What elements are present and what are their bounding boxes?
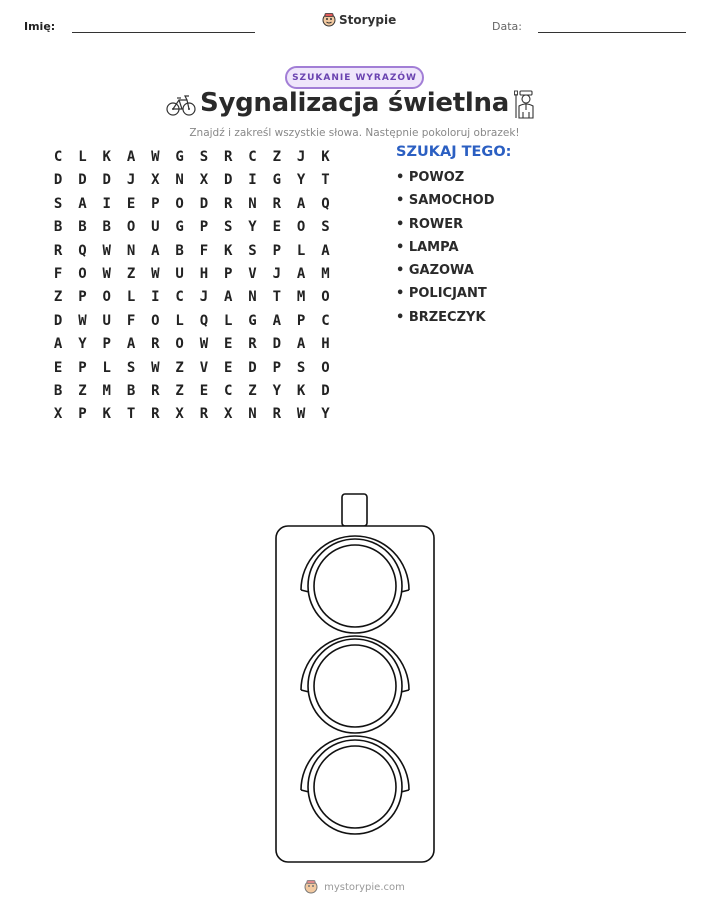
grid-letter[interactable]: S [248,242,257,259]
grid-letter[interactable]: Z [248,382,257,399]
grid-letter[interactable]: J [126,172,136,189]
grid-letter[interactable]: N [175,172,184,189]
grid-letter[interactable]: B [78,219,87,236]
grid-letter[interactable]: R [248,336,257,353]
grid-letter[interactable]: C [321,312,330,329]
grid-letter[interactable]: D [199,195,209,212]
traffic-light-pole-cap [342,494,367,526]
grid-letter[interactable]: C [175,289,184,306]
grid-letter[interactable]: O [175,336,184,353]
grid-letter[interactable]: L [296,242,306,259]
grid-letter[interactable]: M [321,265,330,282]
grid-letter[interactable]: G [175,219,184,236]
grid-letter[interactable]: O [102,289,111,306]
word-list-item: • SAMOCHOD [396,193,495,209]
grid-letter[interactable]: P [272,359,282,376]
grid-letter[interactable]: P [78,406,87,423]
grid-letter[interactable]: N [248,195,257,212]
grid-letter[interactable]: D [53,312,63,329]
category-badge: SZUKANIE WYRAZÓW [285,66,424,89]
word-list-title: SZUKAJ TEGO: [396,144,512,160]
grid-letter[interactable]: A [296,195,306,212]
grid-letter[interactable]: T [126,406,136,423]
word-list-item: • POWOZ [396,170,465,185]
grid-letter[interactable]: D [78,172,87,189]
grid-letter[interactable]: L [126,289,136,306]
grid-letter[interactable]: P [78,289,87,306]
grid-letter[interactable]: W [199,336,209,353]
grid-letter[interactable]: H [321,336,330,353]
grid-letter[interactable]: T [321,172,330,189]
grid-letter[interactable]: A [126,149,136,165]
grid-letter[interactable]: R [272,406,282,423]
brand-name: Storypie [339,13,397,27]
grid-letter[interactable]: R [151,336,160,353]
grid-letter[interactable]: B [102,219,111,236]
grid-letter[interactable]: G [272,172,282,189]
grid-letter[interactable]: Y [321,406,330,423]
grid-letter[interactable]: W [78,312,87,329]
grid-letter[interactable]: Q [321,195,330,212]
grid-letter[interactable]: D [272,336,282,353]
grid-letter[interactable]: B [53,219,63,236]
grid-letter[interactable]: I [151,289,160,306]
grid-letter[interactable]: K [102,149,111,165]
grid-letter[interactable]: Y [296,172,306,189]
grid-letter[interactable]: R [53,242,63,259]
grid-letter[interactable]: L [102,359,111,376]
grid-letter[interactable]: F [199,242,209,259]
grid-letter[interactable]: X [53,406,63,423]
grid-letter[interactable]: K [296,382,306,399]
grid-letter[interactable]: D [321,382,330,399]
grid-letter[interactable]: R [224,149,233,165]
word-list-item: • POLICJANT [396,286,487,302]
grid-letter[interactable]: C [224,382,233,399]
grid-letter[interactable]: R [272,195,282,212]
footer [0,880,709,894]
grid-letter[interactable]: I [248,172,257,189]
grid-letter[interactable]: F [53,265,63,282]
grid-letter[interactable]: J [272,265,282,282]
grid-letter[interactable]: S [321,219,330,236]
instructions: Znajdź i zakreśl wszystkie słowa. Następnie pokoloruj obrazek! [189,127,520,139]
grid-letter[interactable]: F [126,312,136,329]
grid-letter[interactable]: N [126,242,136,259]
grid-letter[interactable]: B [126,382,136,399]
grid-letter[interactable]: L [224,312,233,329]
grid-letter[interactable]: C [53,149,63,165]
grid-letter[interactable]: D [102,172,111,189]
grid-letter[interactable]: E [272,219,282,236]
grid-letter[interactable]: L [78,149,87,165]
grid-letter[interactable]: A [296,265,306,282]
grid-letter[interactable]: G [248,312,257,329]
grid-letter[interactable]: H [199,265,209,282]
grid-letter[interactable]: N [248,289,257,306]
grid-letter[interactable]: W [151,359,160,376]
grid-letter[interactable]: Z [272,149,282,165]
grid-letter[interactable]: X [224,406,233,423]
grid-letter[interactable]: Z [175,382,184,399]
traffic-light-housing [276,526,434,862]
grid-letter[interactable]: Q [78,242,87,259]
page-title: Sygnalizacja świetlna [200,88,509,118]
grid-letter[interactable]: E [126,195,136,212]
grid-letter[interactable]: D [248,359,257,376]
grid-letter[interactable]: W [151,149,160,165]
footer-url[interactable]: mystorypie.com [324,881,405,893]
grid-letter[interactable]: E [224,336,233,353]
grid-letter[interactable]: S [126,359,136,376]
grid-letter[interactable]: V [199,359,209,376]
grid-letter[interactable]: J [296,149,306,165]
grid-letter[interactable]: V [248,265,257,282]
grid-letter[interactable]: W [296,406,306,423]
grid-letter[interactable]: S [296,359,306,376]
grid-letter[interactable]: P [199,219,209,236]
storypie-logo-icon [304,880,318,894]
grid-letter[interactable]: E [224,359,233,376]
grid-letter[interactable]: I [102,195,111,212]
grid-letter[interactable]: U [151,219,160,236]
grid-letter[interactable]: X [151,172,160,189]
name-label: Imię: [24,20,56,33]
grid-letter[interactable]: E [199,382,209,399]
grid-letter[interactable]: D [53,172,63,189]
word-list-item: • ROWER [396,216,464,232]
word-list-item: • GAZOWA [396,263,474,279]
grid-letter[interactable]: A [296,336,306,353]
grid-letter[interactable]: O [151,312,160,329]
grid-letter[interactable]: Y [248,219,257,236]
grid-letter[interactable]: S [53,195,63,212]
grid-letter[interactable]: Y [272,382,282,399]
grid-letter[interactable]: J [199,289,209,306]
grid-letter[interactable]: C [248,149,257,165]
grid-letter[interactable]: S [199,149,209,165]
grid-letter[interactable]: W [102,265,111,282]
word-list-item: • LAMPA [396,239,459,255]
grid-letter[interactable]: O [321,289,330,306]
grid-letter[interactable]: K [321,149,330,165]
grid-letter[interactable]: Y [78,336,87,353]
grid-letter[interactable]: R [151,406,160,423]
grid-letter[interactable]: L [175,312,184,329]
grid-letter[interactable]: M [102,382,111,399]
grid-letter[interactable]: O [296,219,306,236]
grid-letter[interactable]: A [53,336,63,353]
grid-letter[interactable]: O [78,265,87,282]
grid-letter[interactable]: R [224,195,233,212]
grid-letter[interactable]: Z [53,289,63,306]
grid-letter[interactable]: A [224,289,233,306]
grid-letter[interactable]: O [175,195,184,212]
grid-letter[interactable]: O [126,219,136,236]
grid-letter[interactable]: Q [199,312,209,329]
grid-letter[interactable]: A [321,242,330,259]
grid-letter[interactable]: M [296,289,306,306]
word-list-item: • BRZECZYK [396,309,486,325]
grid-letter[interactable]: P [102,336,111,353]
grid-letter[interactable]: S [224,219,233,236]
grid-letter[interactable]: O [321,359,330,376]
grid-letter[interactable]: R [199,406,209,423]
grid-letter[interactable]: B [53,382,63,399]
grid-letter[interactable]: B [175,242,184,259]
grid-letter[interactable]: K [102,406,111,423]
grid-letter[interactable]: D [224,172,233,189]
grid-letter[interactable]: A [126,336,136,353]
grid-letter[interactable]: E [53,359,63,376]
grid-letter[interactable]: P [224,265,233,282]
grid-letter[interactable]: P [78,359,87,376]
grid-letter[interactable]: X [175,406,184,423]
grid-letter[interactable]: X [199,172,209,189]
grid-letter[interactable]: Z [126,265,136,282]
grid-letter[interactable]: W [151,265,160,282]
grid-letter[interactable]: A [272,312,282,329]
grid-letter[interactable]: U [175,265,184,282]
grid-letter[interactable]: A [151,242,160,259]
grid-letter[interactable]: U [102,312,111,329]
grid-letter[interactable]: A [78,195,87,212]
grid-letter[interactable]: K [224,242,233,259]
grid-letter[interactable]: G [175,149,184,165]
grid-letter[interactable]: W [102,242,111,259]
grid-letter[interactable]: N [248,406,257,423]
grid-letter[interactable]: P [151,195,160,212]
grid-letter[interactable]: R [151,382,160,399]
grid-letter[interactable]: Z [175,359,184,376]
grid-letter[interactable]: Z [78,382,87,399]
date-label: Data: [492,20,522,33]
grid-letter[interactable]: T [272,289,282,306]
grid-letter[interactable]: P [272,242,282,259]
grid-letter[interactable]: P [296,312,306,329]
